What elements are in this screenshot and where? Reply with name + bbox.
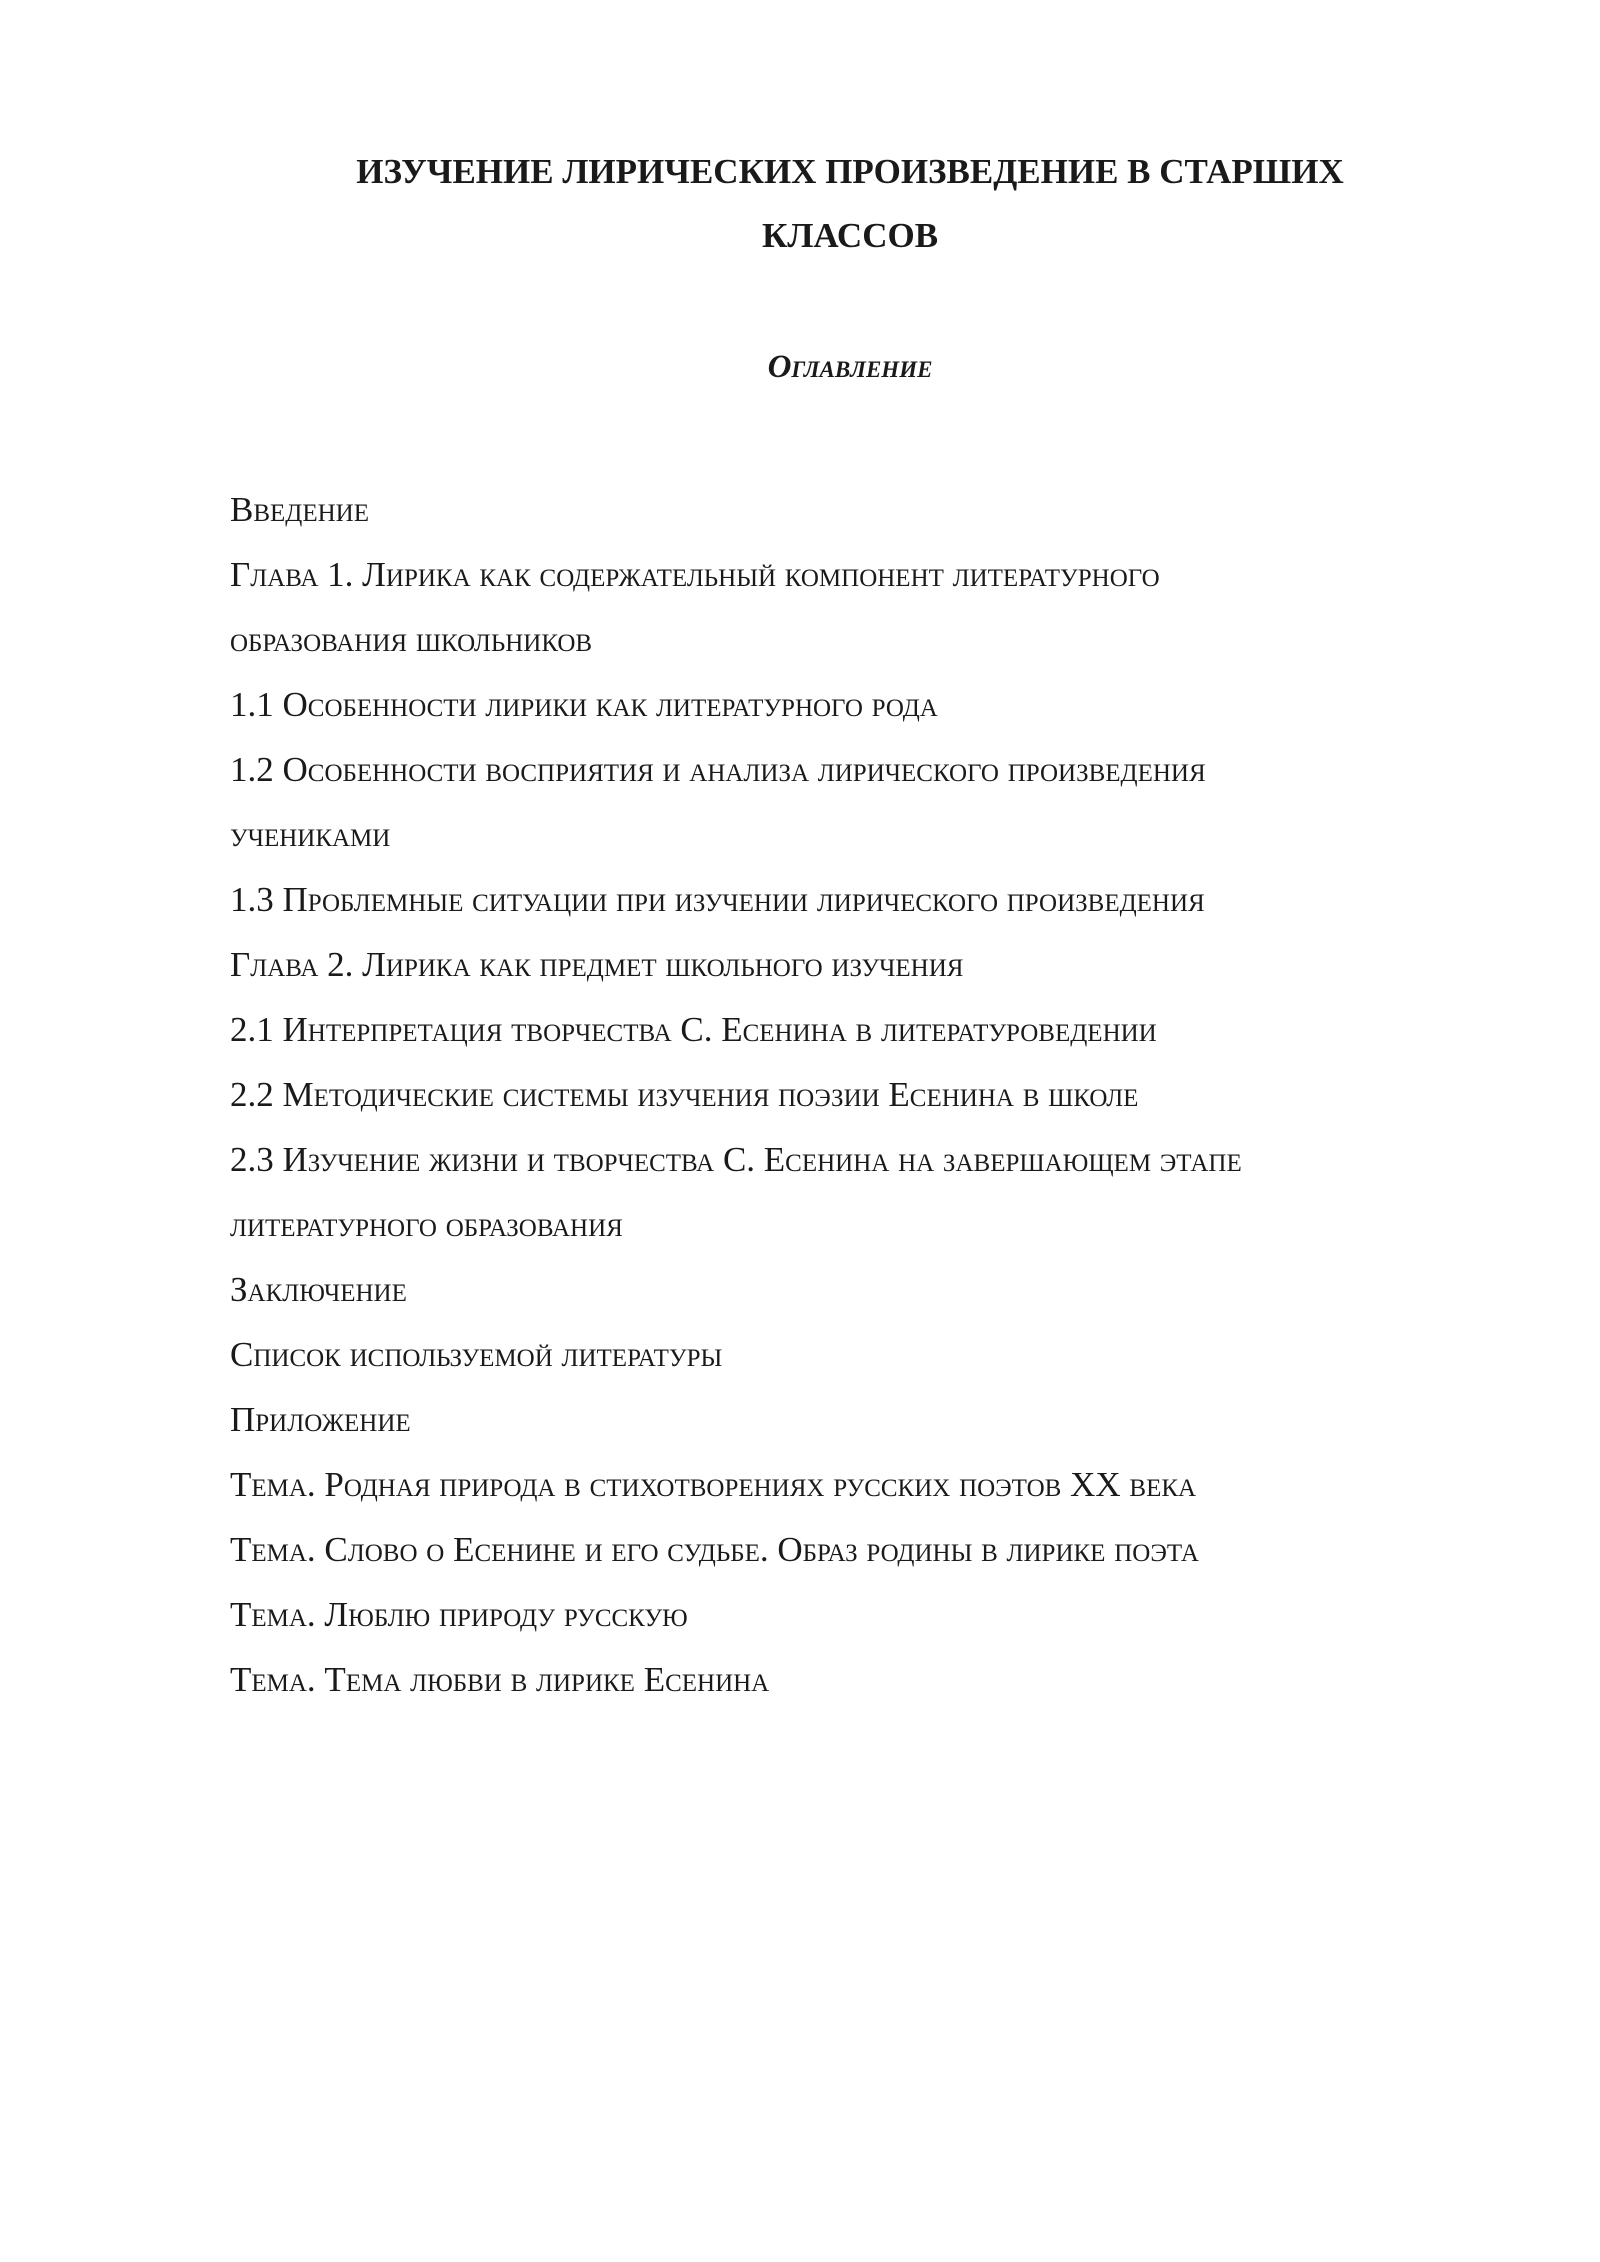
document-title [330,140,1370,268]
toc-item-bibliography: Список используемой литературы [230,1335,723,1374]
toc-item-introduction: Введение [230,490,369,529]
toc-item-conclusion: Заключение [230,1270,407,1309]
toc-heading: Оглавление [767,349,933,385]
toc-item-topic-1: Тема. Родная природа в стихотворениях русских поэтов XX века [230,1465,1197,1504]
toc-item-section-2-3-cont: литературного образования [230,1205,623,1244]
toc-item-section-1-2-cont: учениками [230,815,391,854]
toc-item-section-1-2: 1.2 Особенности восприятия и анализа лирического произведения [230,750,1206,789]
toc-item-topic-4: Тема. Тема любви в лирике Есенина [230,1660,770,1699]
toc-item-section-1-1: 1.1 Особенности лирики как литературного рода [230,685,938,724]
toc-item-topic-3: Тема. Люблю природу русскую [230,1595,688,1634]
toc-item-section-1-3: 1.3 Проблемные ситуации при изучении лирического произведения [230,880,1205,919]
toc-item-section-2-1: 2.1 Интерпретация творчества С. Есенина в литературоведении [230,1010,1157,1049]
toc-item-chapter-1-cont: образования школьников [230,620,593,659]
toc-item-chapter-2: Глава 2. Лирика как предмет школьного изучения [230,945,964,984]
toc-item-appendix: Приложение [230,1400,411,1439]
document-title-line-2: КЛАССОВ [761,216,939,255]
table-of-contents [230,477,1460,1712]
toc-item-section-2-2: 2.2 Методические системы изучения поэзии Есенина в школе [230,1075,1139,1114]
document-title-line-1: ИЗУЧЕНИЕ ЛИРИЧЕСКИХ ПРОИЗВЕДЕНИЕ В СТАРШИХ [356,152,1344,191]
toc-item-topic-2: Тема. Слово о Есенине и его судьбе. Образ родины в лирике поэта [230,1530,1199,1569]
toc-item-section-2-3: 2.3 Изучение жизни и творчества С. Есенина на завершающем этапе [230,1140,1242,1179]
toc-item-chapter-1: Глава 1. Лирика как содержательный компонент литературного [230,555,1160,594]
